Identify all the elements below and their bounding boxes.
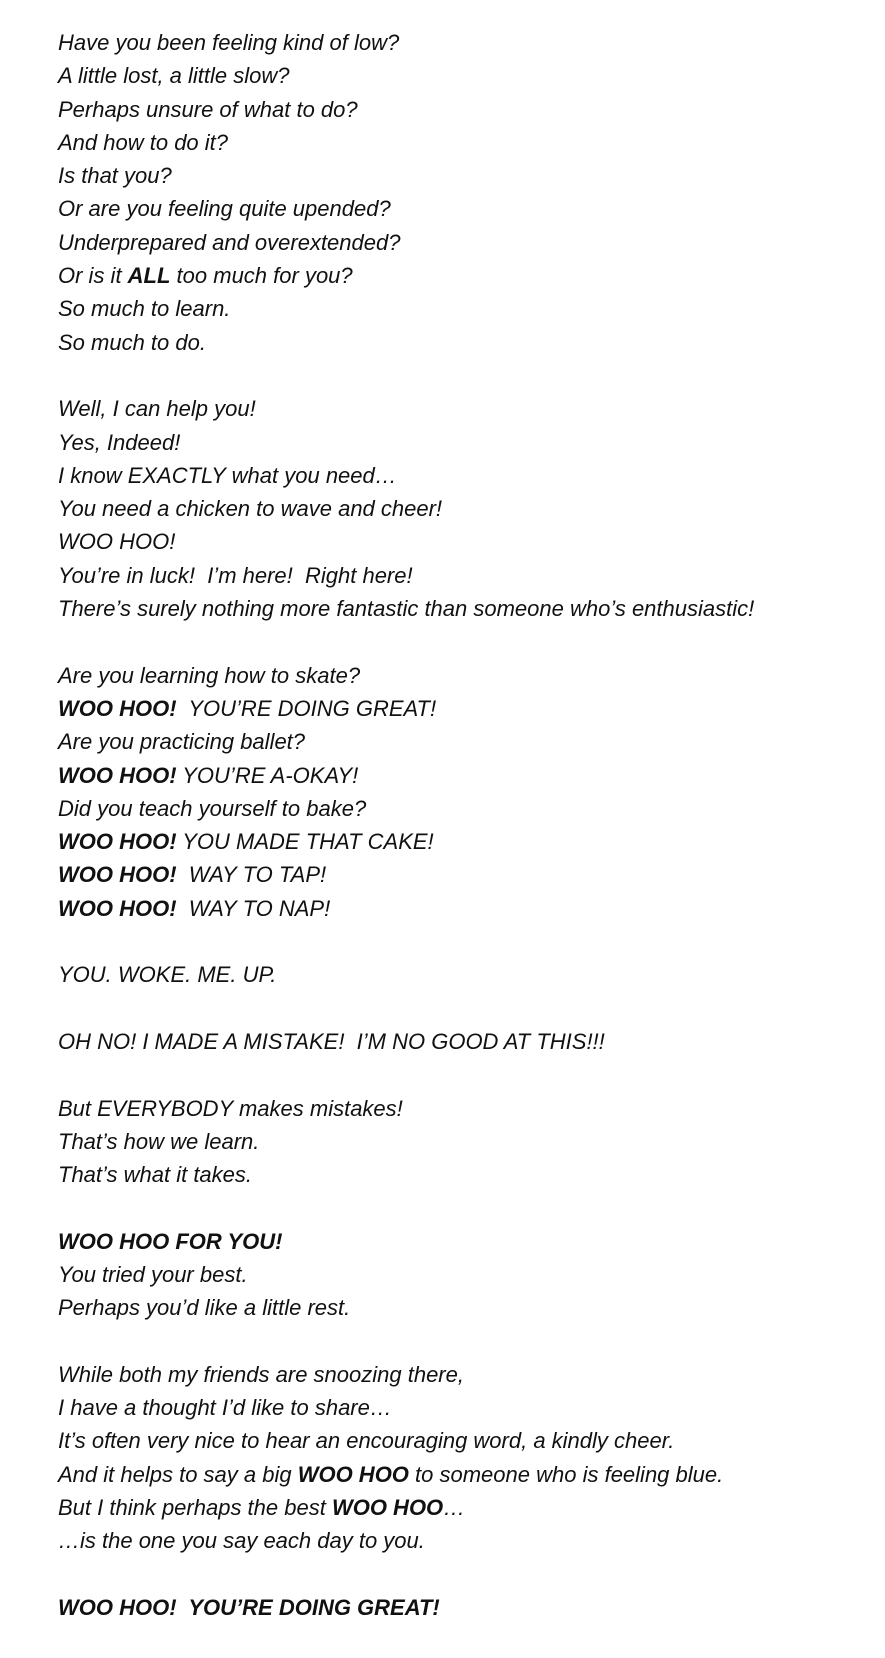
- poem-line: [58, 1258, 873, 1291]
- poem-line: [58, 725, 873, 758]
- poem-line: [58, 1225, 873, 1258]
- line-text: WAY TO TAP!: [176, 862, 327, 888]
- bold-text: WOO HOO: [297, 1461, 409, 1487]
- poem-line: [58, 1025, 873, 1058]
- line-text: Perhaps you’d like a little rest.: [58, 1295, 351, 1321]
- line-text: Are you practicing ballet?: [58, 729, 306, 755]
- line-text: too much for you?: [170, 263, 353, 289]
- line-text: WAY TO NAP!: [176, 895, 331, 921]
- poem-line: [58, 492, 873, 525]
- poem-line: [58, 892, 873, 925]
- line-text: …is the one you say each day to you.: [58, 1528, 425, 1554]
- poem-line: [58, 1591, 873, 1624]
- poem-line: [58, 426, 873, 459]
- poem-line: [58, 259, 873, 292]
- poem-line: [58, 26, 873, 59]
- poem-text: [58, 26, 873, 1658]
- line-text: That’s how we learn.: [58, 1128, 260, 1154]
- poem-line: [58, 692, 873, 725]
- line-text: Have you been feeling kind of low?: [58, 30, 400, 55]
- bold-text: WOO HOO FOR YOU!: [58, 1228, 283, 1254]
- stanza: [58, 958, 873, 991]
- line-text: There’s surely nothing more fantastic than someone who’s enthusiastic!: [58, 596, 755, 622]
- poem-line: [58, 226, 873, 259]
- line-text: WOO HOO!: [58, 529, 176, 555]
- bold-text: WOO HOO!: [58, 695, 177, 721]
- bold-text: WOO HOO!: [58, 895, 177, 921]
- line-text: Is that you?: [58, 163, 172, 189]
- line-text: A little lost, a little slow?: [58, 63, 290, 89]
- poem-line: [58, 1458, 873, 1491]
- line-text: Are you learning how to skate?: [58, 662, 361, 688]
- poem-line: [58, 792, 873, 825]
- stanza: [58, 26, 873, 359]
- line-text: I have a thought I’d like to share…: [58, 1395, 392, 1421]
- poem-line: [58, 592, 873, 625]
- line-text: Or are you feeling quite upended?: [58, 196, 391, 222]
- line-text: You tried your best.: [58, 1261, 248, 1287]
- poem-line: [58, 1092, 873, 1125]
- line-text: Well, I can help you!: [58, 396, 256, 422]
- poem-line: [58, 1291, 873, 1324]
- line-text: Or is it: [58, 263, 128, 289]
- poem-line: [58, 525, 873, 558]
- stanza: [58, 659, 873, 925]
- poem-line: [58, 59, 873, 92]
- line-text: Yes, Indeed!: [58, 429, 181, 455]
- line-text: YOU’RE A-OKAY!: [176, 762, 359, 788]
- stanza: [58, 1025, 873, 1058]
- bold-text: WOO HOO: [331, 1495, 444, 1521]
- poem-line: [58, 759, 873, 792]
- line-text: YOU’RE DOING GREAT!: [176, 695, 437, 721]
- poem-line: [58, 858, 873, 891]
- bold-text: WOO HOO!: [58, 862, 177, 888]
- line-text: Perhaps unsure of what to do?: [58, 96, 358, 122]
- line-text: And how to do it?: [58, 129, 229, 155]
- stanza: [58, 1225, 873, 1325]
- line-text: It’s often very nice to hear an encouraging word, a kindly cheer.: [58, 1428, 675, 1454]
- poem-line: [58, 958, 873, 991]
- poem-line: [58, 159, 873, 192]
- line-text: But I think perhaps the best: [58, 1495, 332, 1521]
- poem-line: [58, 1125, 873, 1158]
- poem-line: [58, 559, 873, 592]
- bold-text: WOO HOO!: [58, 829, 177, 855]
- line-text: to someone who is feeling blue.: [408, 1461, 724, 1487]
- poem-line: [58, 326, 873, 359]
- poem-line: [58, 1358, 873, 1391]
- stanza: [58, 392, 873, 625]
- line-text: I know EXACTLY what you need…: [58, 462, 397, 488]
- line-text: You’re in luck! I’m here! Right here!: [58, 562, 413, 588]
- line-text: …: [443, 1495, 466, 1521]
- poem-line: [58, 1524, 873, 1557]
- poem-line: [58, 825, 873, 858]
- poem-line: [58, 126, 873, 159]
- poem-line: [58, 1491, 873, 1524]
- line-text: You need a chicken to wave and cheer!: [58, 496, 443, 522]
- stanza: [58, 1358, 873, 1558]
- line-text: And it helps to say a big: [58, 1461, 298, 1487]
- bold-text: ALL: [127, 263, 171, 289]
- poem-line: [58, 1424, 873, 1457]
- poem-line: [58, 192, 873, 225]
- line-text: That’s what it takes.: [58, 1162, 253, 1188]
- poem-line: [58, 1158, 873, 1191]
- bold-text: WOO HOO! YOU’RE DOING GREAT!: [58, 1594, 440, 1620]
- line-text: OH NO! I MADE A MISTAKE! I’M NO GOOD AT THIS!!!: [58, 1028, 605, 1054]
- stanza: [58, 1092, 873, 1192]
- poem-line: [58, 1391, 873, 1424]
- line-text: Underprepared and overextended?: [58, 229, 401, 255]
- line-text: YOU. WOKE. ME. UP.: [58, 962, 277, 988]
- poem-line: [58, 292, 873, 325]
- line-text: YOU MADE THAT CAKE!: [176, 829, 434, 855]
- line-text: So much to do.: [58, 329, 206, 355]
- line-text: Did you teach yourself to bake?: [58, 795, 367, 821]
- poem-line: [58, 93, 873, 126]
- line-text: So much to learn.: [58, 296, 231, 322]
- stanza: [58, 1591, 873, 1624]
- poem-line: [58, 392, 873, 425]
- bold-text: WOO HOO!: [58, 762, 177, 788]
- poem-line: [58, 459, 873, 492]
- line-text: But EVERYBODY makes mistakes!: [58, 1095, 403, 1121]
- line-text: While both my friends are snoozing there,: [58, 1361, 464, 1387]
- poem-line: [58, 659, 873, 692]
